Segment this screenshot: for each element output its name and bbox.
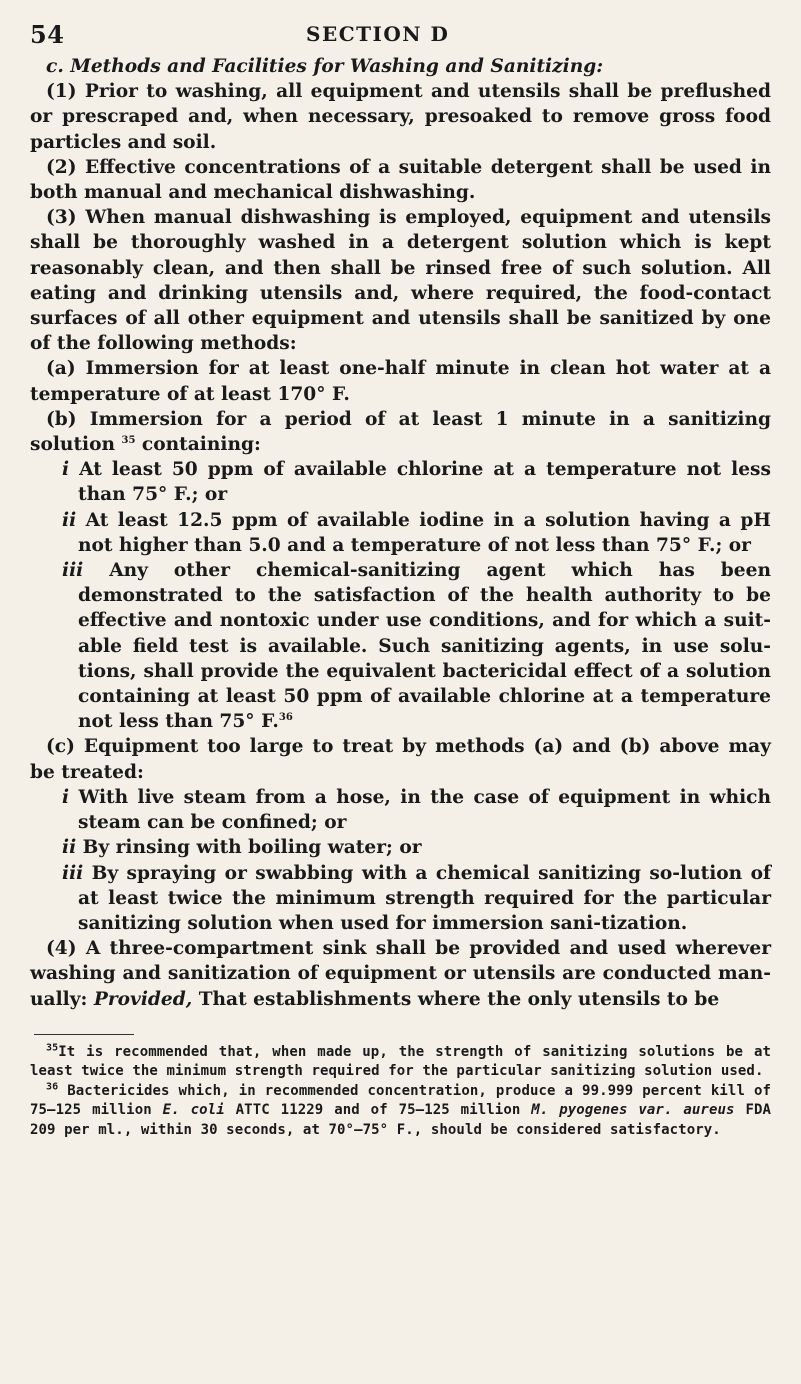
footnote-35 (30, 1043, 771, 1082)
item-numeral: ii (62, 509, 77, 531)
footnote-number: 35 (46, 1042, 59, 1054)
footnote-ref-35: 35 (121, 434, 136, 446)
paragraph-4-text: (4) A three-compartment sink shall be provided and used wherever washing and sanitization of equipment or utensils are conducted man-ually: (30, 938, 771, 1010)
footnote-36 (30, 1082, 771, 1141)
method-c-item-ii (30, 835, 771, 860)
page-number: 54 (30, 20, 65, 49)
method-b-text: (b) Immersion for a period of at least 1 minute in a sanitizing solution (30, 408, 771, 456)
item-numeral: ii (62, 837, 77, 859)
item-text: By rinsing with boiling water; or (82, 837, 422, 859)
method-c: (c) Equipment too large to treat by methods (a) and (b) above may be treated: (30, 736, 771, 783)
item-text: With live steam from a hose, in the case of equipment in which steam can be confined; or (78, 786, 771, 834)
item-numeral: i (62, 459, 70, 481)
method-b-item-ii (30, 508, 771, 558)
section-heading: c. Methods and Facilities for Washing and Sanitizing: (46, 56, 604, 77)
body-text (30, 54, 771, 1012)
method-c-item-iii (30, 861, 771, 937)
item-text: By spraying or swabbing with a chemical sanitizing so-lution of at least twice the minimum strength required for the particular sanitizing solution when used for immersion sani-tization. (78, 862, 771, 934)
footnote-rule (34, 1034, 134, 1035)
footnote-text-end: FDA 209 per ml., within 30 seconds, at 70°–75° F., should be considered satisfactory. (30, 1102, 772, 1138)
item-text: At least 12.5 ppm of available iodine in a solution having a pH not higher than 5.0 and a temperature of not less than 75° F.; or (78, 509, 771, 556)
footnote-ref-36: 36 (278, 712, 293, 724)
paragraph-4-text-end: That establishments where the only utensils to be (198, 988, 720, 1010)
item-text: Any other chemical-sanitizing agent which has been demonstrated to the satisfaction of the health authority to be effective and nontoxic under use conditions, and for which a suit-able field test is available. Such sanitizing agents, in use solu-tions, shall provide the equivalent bactericidal effect of a solution containing at least 50 ppm of available chlorine at a temperature not less than 75° F. (78, 560, 771, 733)
item-numeral: i (62, 786, 70, 808)
paragraph-1: (1) Prior to washing, all equipment and utensils shall be preflushed or prescraped and, when necessary, presoaked to remove gross food particles and soil. (30, 81, 771, 153)
running-head (30, 14, 771, 48)
provided-italic: Provided, (93, 988, 193, 1010)
method-c-item-i (30, 785, 771, 835)
item-numeral: iii (62, 862, 84, 884)
item-numeral: iii (62, 560, 84, 582)
organism-e-coli: E. coli (162, 1102, 225, 1119)
method-b-item-i (30, 457, 771, 507)
paragraph-2: (2) Effective concentrations of a suitable detergent shall be used in both manual and mechanical dishwashing. (30, 156, 771, 204)
method-a: (a) Immersion for at least one-half minute in clean hot water at a temperature of at least 170° F. (30, 358, 771, 405)
footnotes (30, 1043, 771, 1141)
footnote-number: 36 (46, 1081, 59, 1093)
paragraph-4 (30, 936, 771, 1012)
paragraph-3: (3) When manual dishwashing is employed, equipment and utensils shall be thoroughly washed in a detergent solution which is kept reasonably clean, and then shall be rinsed free of such solution. All eating and drinking utensils and, where required, the food-contact surfaces of all other equipment and utensils shall be sanitized by one of the following methods: (30, 207, 771, 355)
organism-m-pyogenes: M. pyogenes var. aureus (531, 1102, 735, 1119)
footnote-text: It is recommended that, when made up, the strength of sanitizing solutions be at least twice the minimum strength required for the particular sanitizing solution used. (30, 1043, 771, 1080)
item-text: At least 50 ppm of available chlorine at a temperature not less than 75° F.; or (78, 459, 771, 506)
footnote-text-mid: ATTC 11229 and of 75–125 million (235, 1102, 521, 1119)
footnote-text: Bactericides which, in recommended concentration, produce a 99.999 percent kill of 75–125 million (30, 1082, 772, 1119)
section-title: SECTION D (306, 22, 450, 46)
method-b (30, 407, 771, 457)
method-b-text-end: containing: (141, 434, 261, 456)
method-b-item-iii (30, 558, 771, 734)
